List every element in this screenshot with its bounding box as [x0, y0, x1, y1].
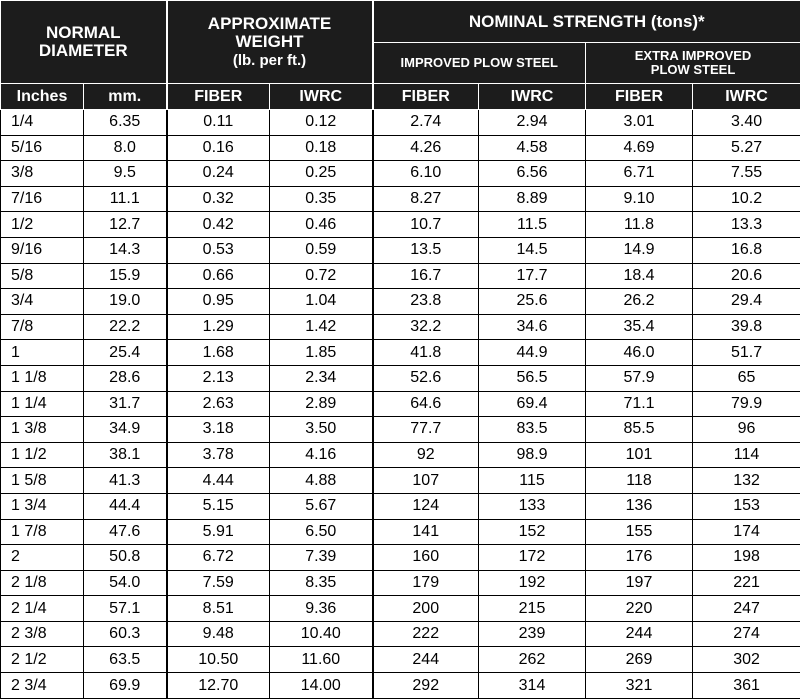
table-row [1, 468, 800, 494]
cell-mm: 47.6 [84, 519, 167, 545]
cell-improved-fiber: 141 [373, 519, 479, 545]
table-row [1, 391, 800, 417]
cell-improved-fiber: 41.8 [373, 340, 479, 366]
cell-mm: 6.35 [84, 110, 167, 136]
cell-extra-fiber: 136 [586, 493, 693, 519]
cell-weight-fiber: 0.32 [167, 186, 270, 212]
cell-mm: 14.3 [84, 237, 167, 263]
table-row [1, 545, 800, 571]
cell-extra-iwrc: 79.9 [693, 391, 800, 417]
cell-improved-iwrc: 83.5 [479, 417, 586, 443]
cell-improved-fiber: 4.26 [373, 135, 479, 161]
cell-extra-fiber: 220 [586, 596, 693, 622]
cell-extra-fiber: 18.4 [586, 263, 693, 289]
cell-weight-iwrc: 0.18 [270, 135, 373, 161]
cell-inches: 1 5/8 [1, 468, 84, 494]
cell-mm: 69.9 [84, 673, 167, 699]
cell-improved-iwrc: 25.6 [479, 289, 586, 315]
cell-improved-iwrc: 314 [479, 673, 586, 699]
cell-improved-fiber: 92 [373, 442, 479, 468]
cell-weight-fiber: 5.91 [167, 519, 270, 545]
cell-extra-fiber: 46.0 [586, 340, 693, 366]
weight-header-line3: (lb. per ft.) [232, 51, 307, 69]
cell-mm: 41.3 [84, 468, 167, 494]
cell-extra-iwrc: 221 [693, 570, 800, 596]
cell-inches: 2 [1, 545, 84, 571]
cell-mm: 44.4 [84, 493, 167, 519]
cell-extra-iwrc: 5.27 [693, 135, 800, 161]
cell-mm: 22.2 [84, 314, 167, 340]
cell-extra-iwrc: 153 [693, 493, 800, 519]
cell-extra-iwrc: 247 [693, 596, 800, 622]
cell-inches: 1 [1, 340, 84, 366]
cell-extra-fiber: 6.71 [586, 161, 693, 187]
improved-plow-steel-header: IMPROVED PLOW STEEL [373, 43, 586, 84]
cell-inches: 3/4 [1, 289, 84, 315]
cell-improved-fiber: 52.6 [373, 365, 479, 391]
cell-extra-iwrc: 20.6 [693, 263, 800, 289]
cell-extra-iwrc: 7.55 [693, 161, 800, 187]
cell-weight-iwrc: 4.88 [270, 468, 373, 494]
cell-improved-iwrc: 239 [479, 621, 586, 647]
cell-weight-iwrc: 3.50 [270, 417, 373, 443]
table-row [1, 417, 800, 443]
cell-improved-iwrc: 115 [479, 468, 586, 494]
table-row [1, 570, 800, 596]
col-mm: mm. [84, 84, 167, 110]
cell-inches: 1 3/4 [1, 493, 84, 519]
cell-improved-fiber: 292 [373, 673, 479, 699]
cell-improved-iwrc: 14.5 [479, 237, 586, 263]
cell-weight-fiber: 0.11 [167, 110, 270, 136]
cell-weight-fiber: 9.48 [167, 621, 270, 647]
table-row [1, 263, 800, 289]
cell-improved-fiber: 124 [373, 493, 479, 519]
cell-improved-fiber: 13.5 [373, 237, 479, 263]
cell-weight-iwrc: 8.35 [270, 570, 373, 596]
diameter-header-line2: DIAMETER [38, 41, 128, 60]
approximate-weight-header [167, 1, 373, 84]
cell-inches: 2 1/8 [1, 570, 84, 596]
cell-improved-iwrc: 2.94 [479, 110, 586, 136]
cell-weight-iwrc: 1.85 [270, 340, 373, 366]
cell-weight-iwrc: 1.04 [270, 289, 373, 315]
table-row [1, 340, 800, 366]
cell-improved-iwrc: 17.7 [479, 263, 586, 289]
normal-diameter-header [1, 1, 167, 84]
cell-improved-fiber: 16.7 [373, 263, 479, 289]
cell-improved-iwrc: 56.5 [479, 365, 586, 391]
cell-weight-iwrc: 0.59 [270, 237, 373, 263]
cell-improved-fiber: 23.8 [373, 289, 479, 315]
cell-improved-fiber: 2.74 [373, 110, 479, 136]
cell-improved-fiber: 32.2 [373, 314, 479, 340]
cell-weight-iwrc: 0.35 [270, 186, 373, 212]
cell-improved-iwrc: 133 [479, 493, 586, 519]
table-row [1, 493, 800, 519]
cell-weight-iwrc: 0.12 [270, 110, 373, 136]
diameter-header-line1: NORMAL [45, 23, 121, 42]
table-row [1, 135, 800, 161]
col-improved-iwrc: IWRC [479, 84, 586, 110]
cell-inches: 1 1/8 [1, 365, 84, 391]
cell-extra-iwrc: 29.4 [693, 289, 800, 315]
cell-inches: 9/16 [1, 237, 84, 263]
cell-weight-iwrc: 0.72 [270, 263, 373, 289]
col-weight-fiber: FIBER [167, 84, 270, 110]
table-row [1, 442, 800, 468]
table-row [1, 161, 800, 187]
cell-mm: 19.0 [84, 289, 167, 315]
cell-extra-iwrc: 114 [693, 442, 800, 468]
cell-extra-fiber: 321 [586, 673, 693, 699]
cell-extra-iwrc: 10.2 [693, 186, 800, 212]
cell-inches: 1/4 [1, 110, 84, 136]
cell-extra-iwrc: 39.8 [693, 314, 800, 340]
cell-improved-fiber: 200 [373, 596, 479, 622]
cell-improved-fiber: 64.6 [373, 391, 479, 417]
cell-extra-fiber: 244 [586, 621, 693, 647]
cell-inches: 1 1/4 [1, 391, 84, 417]
cell-mm: 8.0 [84, 135, 167, 161]
cell-weight-iwrc: 5.67 [270, 493, 373, 519]
cell-weight-fiber: 1.29 [167, 314, 270, 340]
cell-inches: 7/8 [1, 314, 84, 340]
cell-extra-iwrc: 13.3 [693, 212, 800, 238]
cell-weight-fiber: 7.59 [167, 570, 270, 596]
cell-improved-iwrc: 11.5 [479, 212, 586, 238]
cell-improved-fiber: 222 [373, 621, 479, 647]
cell-weight-fiber: 1.68 [167, 340, 270, 366]
cell-extra-iwrc: 132 [693, 468, 800, 494]
cell-weight-fiber: 0.42 [167, 212, 270, 238]
cell-weight-fiber: 12.70 [167, 673, 270, 699]
cell-improved-fiber: 8.27 [373, 186, 479, 212]
table-row [1, 673, 800, 699]
col-extra-iwrc: IWRC [693, 84, 800, 110]
table-header [1, 1, 800, 110]
col-inches: Inches [1, 84, 84, 110]
table-row [1, 186, 800, 212]
cell-extra-fiber: 14.9 [586, 237, 693, 263]
cell-extra-iwrc: 96 [693, 417, 800, 443]
cell-improved-iwrc: 98.9 [479, 442, 586, 468]
cell-mm: 31.7 [84, 391, 167, 417]
cell-mm: 63.5 [84, 647, 167, 673]
cell-extra-iwrc: 51.7 [693, 340, 800, 366]
cell-inches: 5/8 [1, 263, 84, 289]
cell-extra-fiber: 3.01 [586, 110, 693, 136]
weight-header-line2: WEIGHT [235, 31, 304, 51]
cell-weight-fiber: 6.72 [167, 545, 270, 571]
cell-weight-fiber: 2.13 [167, 365, 270, 391]
cell-weight-fiber: 0.24 [167, 161, 270, 187]
cell-improved-iwrc: 69.4 [479, 391, 586, 417]
cell-improved-iwrc: 152 [479, 519, 586, 545]
cell-extra-fiber: 4.69 [586, 135, 693, 161]
cell-inches: 7/16 [1, 186, 84, 212]
cell-inches: 2 1/2 [1, 647, 84, 673]
cell-extra-fiber: 11.8 [586, 212, 693, 238]
cell-mm: 34.9 [84, 417, 167, 443]
cell-extra-fiber: 26.2 [586, 289, 693, 315]
table-row [1, 365, 800, 391]
table-row [1, 314, 800, 340]
cell-weight-fiber: 3.18 [167, 417, 270, 443]
cell-improved-iwrc: 8.89 [479, 186, 586, 212]
cell-inches: 1 3/8 [1, 417, 84, 443]
cell-weight-fiber: 0.95 [167, 289, 270, 315]
cell-improved-iwrc: 6.56 [479, 161, 586, 187]
cell-weight-iwrc: 0.25 [270, 161, 373, 187]
cell-improved-iwrc: 4.58 [479, 135, 586, 161]
cell-extra-fiber: 118 [586, 468, 693, 494]
cell-weight-iwrc: 11.60 [270, 647, 373, 673]
cell-weight-iwrc: 1.42 [270, 314, 373, 340]
cell-extra-iwrc: 65 [693, 365, 800, 391]
cell-inches: 1 7/8 [1, 519, 84, 545]
cell-improved-iwrc: 172 [479, 545, 586, 571]
cell-extra-fiber: 176 [586, 545, 693, 571]
cell-weight-fiber: 5.15 [167, 493, 270, 519]
cell-extra-fiber: 101 [586, 442, 693, 468]
cell-inches: 2 3/8 [1, 621, 84, 647]
cell-extra-iwrc: 361 [693, 673, 800, 699]
cell-inches: 1/2 [1, 212, 84, 238]
cell-improved-iwrc: 215 [479, 596, 586, 622]
extra-improved-plow-steel-header [586, 43, 800, 84]
cell-mm: 50.8 [84, 545, 167, 571]
cell-inches: 5/16 [1, 135, 84, 161]
cell-weight-fiber: 3.78 [167, 442, 270, 468]
cell-weight-iwrc: 14.00 [270, 673, 373, 699]
table-row [1, 519, 800, 545]
table-row [1, 237, 800, 263]
cell-weight-iwrc: 7.39 [270, 545, 373, 571]
cell-mm: 15.9 [84, 263, 167, 289]
cell-weight-fiber: 0.53 [167, 237, 270, 263]
cell-inches: 2 3/4 [1, 673, 84, 699]
cell-extra-iwrc: 198 [693, 545, 800, 571]
cell-weight-fiber: 2.63 [167, 391, 270, 417]
cell-mm: 38.1 [84, 442, 167, 468]
cell-weight-iwrc: 6.50 [270, 519, 373, 545]
cell-improved-fiber: 10.7 [373, 212, 479, 238]
nominal-strength-header: NOMINAL STRENGTH (tons)* [373, 1, 800, 43]
weight-header-line1: APPROXIMATE [207, 13, 332, 33]
cell-extra-iwrc: 302 [693, 647, 800, 673]
cell-weight-iwrc: 2.34 [270, 365, 373, 391]
extra-header-line1: EXTRA IMPROVED [634, 48, 752, 63]
cell-improved-iwrc: 34.6 [479, 314, 586, 340]
cell-mm: 57.1 [84, 596, 167, 622]
cell-extra-fiber: 35.4 [586, 314, 693, 340]
cell-extra-iwrc: 3.40 [693, 110, 800, 136]
cell-weight-iwrc: 10.40 [270, 621, 373, 647]
cell-extra-fiber: 269 [586, 647, 693, 673]
cell-inches: 3/8 [1, 161, 84, 187]
cell-improved-iwrc: 262 [479, 647, 586, 673]
cell-weight-fiber: 0.16 [167, 135, 270, 161]
cell-mm: 9.5 [84, 161, 167, 187]
table-row [1, 621, 800, 647]
extra-header-line2: PLOW STEEL [650, 62, 736, 77]
cell-improved-fiber: 160 [373, 545, 479, 571]
table-row [1, 289, 800, 315]
cell-weight-fiber: 8.51 [167, 596, 270, 622]
cell-inches: 1 1/2 [1, 442, 84, 468]
cell-weight-iwrc: 0.46 [270, 212, 373, 238]
cell-improved-fiber: 6.10 [373, 161, 479, 187]
table-row [1, 596, 800, 622]
cell-extra-fiber: 71.1 [586, 391, 693, 417]
col-improved-fiber: FIBER [373, 84, 479, 110]
cell-weight-iwrc: 9.36 [270, 596, 373, 622]
cell-improved-fiber: 244 [373, 647, 479, 673]
cell-mm: 12.7 [84, 212, 167, 238]
cell-extra-fiber: 9.10 [586, 186, 693, 212]
cell-improved-iwrc: 192 [479, 570, 586, 596]
cell-weight-fiber: 10.50 [167, 647, 270, 673]
table-row [1, 110, 800, 136]
cell-extra-fiber: 85.5 [586, 417, 693, 443]
cell-extra-iwrc: 16.8 [693, 237, 800, 263]
col-weight-iwrc: IWRC [270, 84, 373, 110]
cell-weight-fiber: 0.66 [167, 263, 270, 289]
cell-extra-fiber: 57.9 [586, 365, 693, 391]
table-row [1, 212, 800, 238]
cell-mm: 54.0 [84, 570, 167, 596]
table-body [1, 110, 800, 699]
cell-extra-iwrc: 174 [693, 519, 800, 545]
table-row [1, 647, 800, 673]
cell-inches: 2 1/4 [1, 596, 84, 622]
col-extra-fiber: FIBER [586, 84, 693, 110]
cell-weight-iwrc: 4.16 [270, 442, 373, 468]
cell-extra-iwrc: 274 [693, 621, 800, 647]
cell-weight-iwrc: 2.89 [270, 391, 373, 417]
cell-improved-iwrc: 44.9 [479, 340, 586, 366]
cell-improved-fiber: 179 [373, 570, 479, 596]
cell-mm: 28.6 [84, 365, 167, 391]
cell-improved-fiber: 107 [373, 468, 479, 494]
cell-extra-fiber: 155 [586, 519, 693, 545]
cell-extra-fiber: 197 [586, 570, 693, 596]
cell-mm: 60.3 [84, 621, 167, 647]
cell-weight-fiber: 4.44 [167, 468, 270, 494]
cell-mm: 11.1 [84, 186, 167, 212]
cell-mm: 25.4 [84, 340, 167, 366]
cell-improved-fiber: 77.7 [373, 417, 479, 443]
